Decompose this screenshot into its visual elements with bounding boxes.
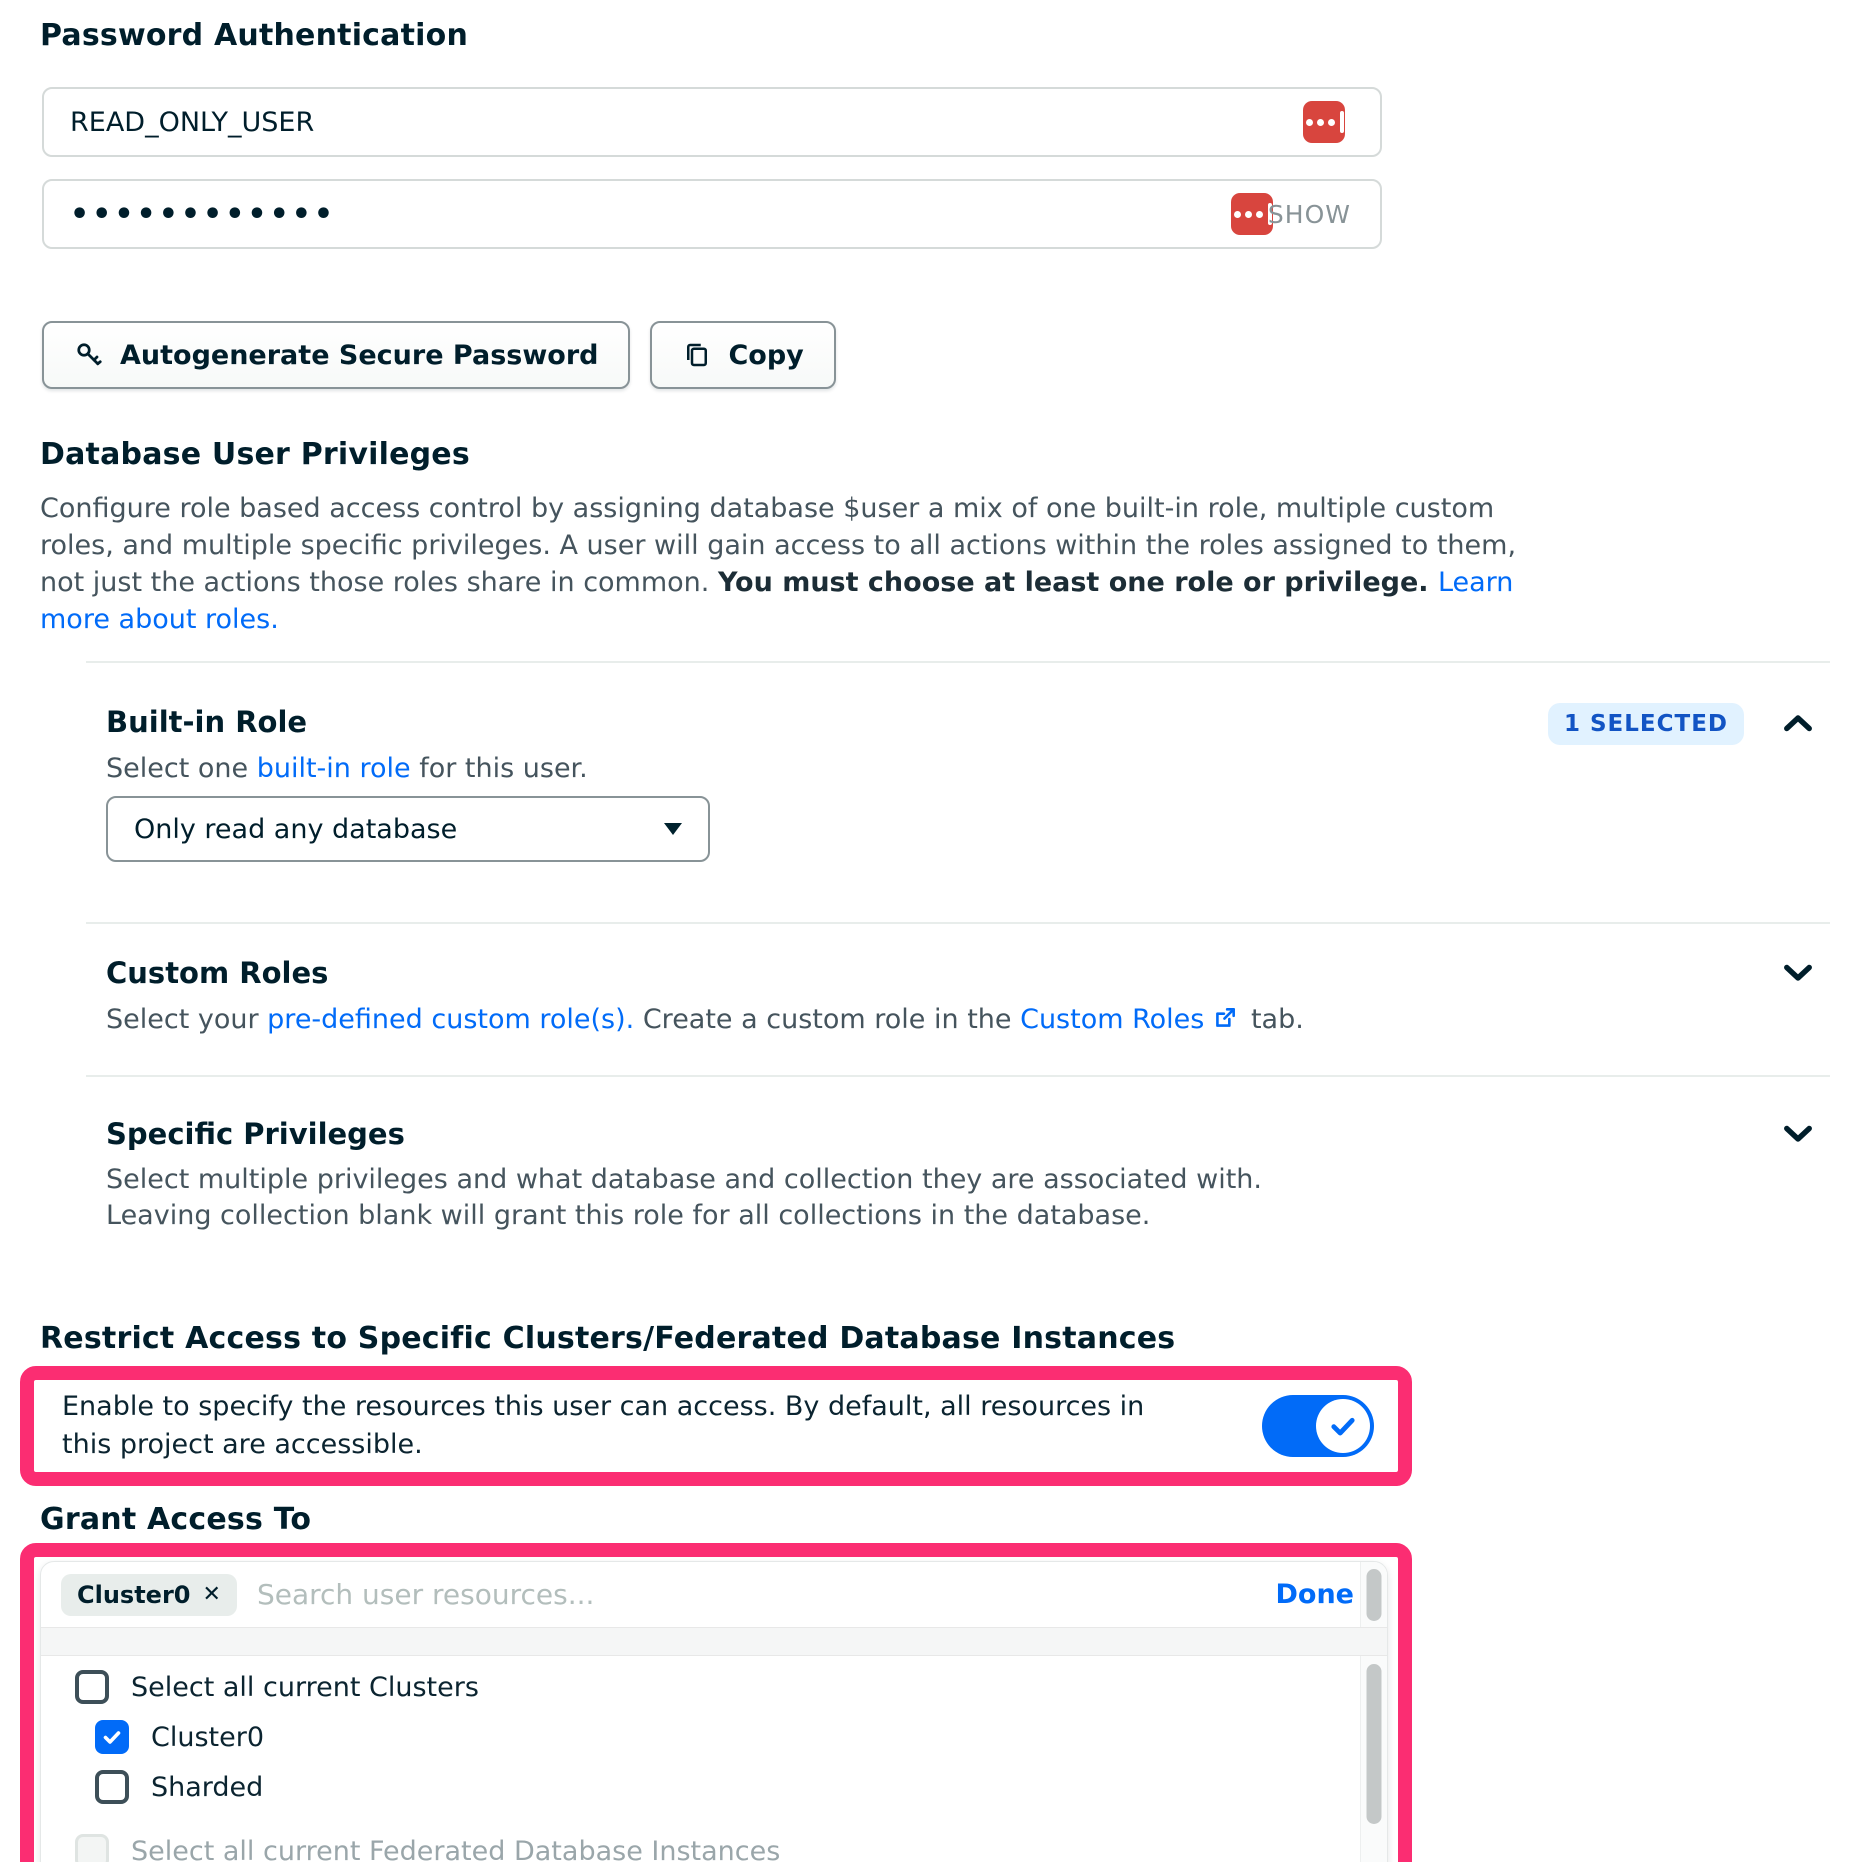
privileges-title: Database User Privileges <box>40 437 470 472</box>
chip-remove-icon[interactable]: ✕ <box>202 1582 221 1607</box>
built-in-role-section <box>86 663 1830 924</box>
specific-privileges-section <box>86 1077 1830 1233</box>
toggle-knob <box>1316 1399 1370 1453</box>
scrollbar-thumb[interactable] <box>1367 1569 1382 1621</box>
scrollbar-track[interactable] <box>1360 1562 1387 1627</box>
built-in-role-value: Only read any database <box>134 813 458 845</box>
specific-privileges-line1: Select multiple privileges and what database and collection they are associated with. <box>106 1164 1262 1195</box>
description-bold: You must choose at least one role or privilege. <box>717 567 1438 598</box>
password-manager-icon[interactable] <box>1303 101 1345 143</box>
check-icon <box>1326 1409 1360 1443</box>
resource-search-row <box>41 1562 1387 1628</box>
select-all-clusters-row[interactable]: Select all current Clusters <box>75 1670 1360 1704</box>
autogenerate-password-button[interactable] <box>42 321 630 389</box>
chevron-down-icon[interactable] <box>1780 954 1816 990</box>
restrict-access-toggle[interactable] <box>1262 1395 1374 1457</box>
restrict-access-title: Restrict Access to Specific Clusters/Federated Database Instances <box>40 1321 1176 1356</box>
grant-access-title: Grant Access To <box>40 1502 312 1537</box>
checkbox-unchecked[interactable] <box>75 1670 109 1704</box>
sharded-row[interactable]: Sharded <box>95 1770 1360 1804</box>
copy-password-button[interactable] <box>650 321 835 389</box>
password-masked-value: •••••••••••• <box>70 196 337 232</box>
built-in-role-subtitle: Select one built-in role for this user. <box>106 753 588 784</box>
select-all-federated-row: Select all current Federated Database Instances <box>75 1834 1360 1862</box>
cluster0-row[interactable]: Cluster0 <box>95 1720 1360 1754</box>
checkbox-checked[interactable] <box>95 1720 129 1754</box>
built-in-role-title: Built-in Role <box>106 705 308 739</box>
custom-roles-subtitle: Select your pre-defined custom role(s). Create a custom role in the Custom Roles tab. <box>106 1004 1304 1035</box>
username-field[interactable] <box>42 87 1382 157</box>
check-icon <box>100 1725 124 1749</box>
show-password-button[interactable]: SHOW <box>1267 199 1351 229</box>
password-manager-icon[interactable] <box>1231 193 1273 235</box>
copy-label: Copy <box>728 339 804 371</box>
specific-privileges-line2: Leaving collection blank will grant this role for all collections in the database. <box>106 1200 1151 1231</box>
checkbox-unchecked[interactable] <box>95 1770 129 1804</box>
privileges-accordion <box>86 661 1830 1233</box>
chevron-up-icon[interactable] <box>1780 706 1816 742</box>
custom-roles-section <box>86 924 1830 1077</box>
dropdown-caret-icon <box>664 823 682 835</box>
panel-divider-strip <box>41 1628 1387 1656</box>
autogenerate-label: Autogenerate Secure Password <box>120 339 599 371</box>
learn-more-link[interactable]: Learn more about roles. <box>40 567 1514 635</box>
chevron-down-icon[interactable] <box>1780 1115 1816 1151</box>
password-auth-title: Password Authentication <box>40 18 468 53</box>
restrict-access-description: Enable to specify the resources this user can access. By default, all resources in this project are accessible. <box>62 1391 1145 1460</box>
username-value: READ_ONLY_USER <box>70 106 315 138</box>
restrict-access-annotation <box>20 1366 1412 1486</box>
built-in-role-select[interactable] <box>106 796 710 862</box>
copy-icon <box>682 340 712 370</box>
cluster0-chip[interactable] <box>61 1574 237 1616</box>
resource-list <box>41 1656 1387 1862</box>
scrollbar-thumb[interactable] <box>1367 1664 1382 1824</box>
done-button[interactable]: Done <box>1275 1579 1354 1610</box>
specific-privileges-title: Specific Privileges <box>106 1117 405 1151</box>
password-actions <box>42 321 1872 389</box>
scrollbar-track[interactable] <box>1360 1656 1387 1862</box>
checkbox-disabled <box>75 1834 109 1862</box>
grant-access-panel <box>40 1561 1388 1862</box>
search-input[interactable] <box>257 1578 1276 1611</box>
custom-roles-tab-link[interactable]: Custom Roles <box>1020 1004 1205 1035</box>
privileges-description <box>40 490 1540 638</box>
grant-access-annotation <box>20 1543 1412 1862</box>
password-field[interactable] <box>42 179 1382 249</box>
predefined-roles-link[interactable]: pre-defined custom role(s). <box>267 1004 635 1035</box>
external-link-icon <box>1212 1005 1238 1031</box>
description-text: Configure role based access control by assigning database $user a mix of one built-in role, multiple custom roles, and multiple specific privileges. A user will gain access to all actions within the roles assigned to them, not just the actions those roles share in common. <box>40 493 1517 598</box>
built-in-role-link[interactable]: built-in role <box>256 753 411 784</box>
chip-label: Cluster0 <box>77 1580 191 1609</box>
custom-roles-title: Custom Roles <box>106 956 329 990</box>
key-icon <box>74 340 104 370</box>
selected-count-badge: 1 SELECTED <box>1548 703 1744 745</box>
